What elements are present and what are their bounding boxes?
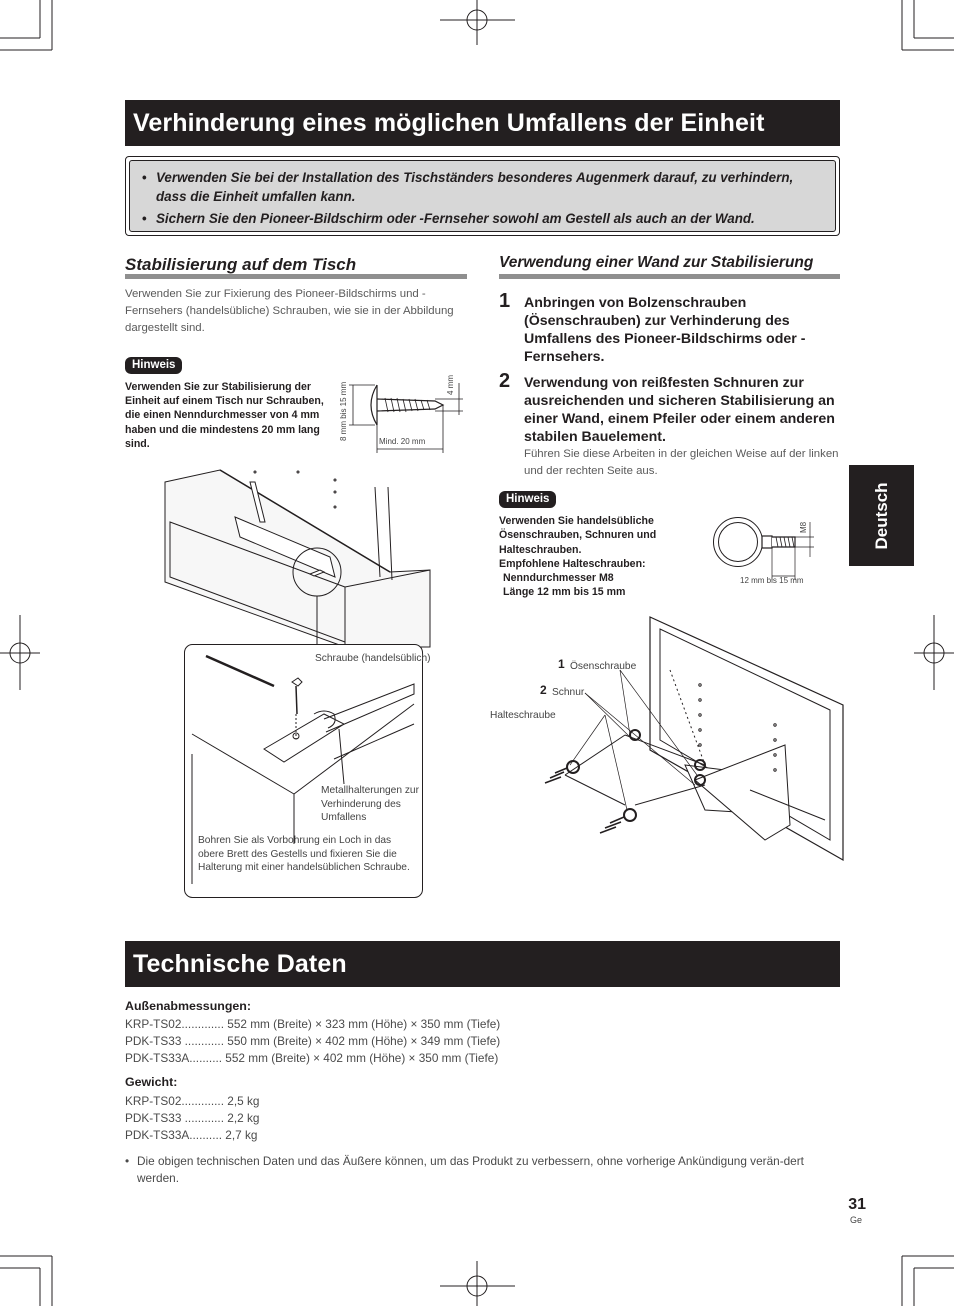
table-intro: Verwenden Sie zur Fixierung des Pioneer-Bildschirms und -Fernsehers (handelsübliche) Schrauben, wie sie in der Abbildung dargestellt sind. (125, 288, 454, 334)
callout-instruction: Bohren Sie als Vorbohrung ein Loch in das obere Brett des Gestells und fixieren Sie die Halterung mit einer handelsüblichen Schraube. (198, 835, 410, 873)
weight-row: PDK-TS33 ............ 2,2 kg (125, 1111, 260, 1125)
hinweis-text-eyebolts (499, 514, 684, 600)
page-lang-code: Ge (849, 1215, 862, 1225)
weight-heading: Gewicht: (125, 1075, 178, 1089)
screw-diameter-dim: 4 mm (446, 375, 455, 395)
hinweis-badge: Hinweis (499, 491, 556, 508)
stand-illustration (160, 462, 460, 652)
label-eyebolt: Ösenschraube (570, 661, 637, 672)
language-tab (849, 465, 914, 566)
callout-bracket-label: Metallhalterungen zur Verhinderung des Umfallens (321, 785, 419, 823)
screw-dimension-diagram (335, 365, 465, 455)
spec-footnote: • Die obigen technischen Daten und das Äußere können, um das Produkt zu verbessern, ohne vorherige Ankündigung verän-dert werden. (125, 1154, 804, 1185)
dimension-row: PDK-TS33A.......... 552 mm (Breite) × 402 mm (Höhe) × 350 mm (Tiefe) (125, 1051, 499, 1065)
section-title-fall-prevention: Verhinderung eines möglichen Umfallens der Einheit (125, 100, 840, 146)
weight-row: PDK-TS33A.......... 2,7 kg (125, 1128, 258, 1142)
callout-screw-label: Schraube (handelsüblich) (315, 653, 431, 664)
notice-item: • Sichern Sie den Pioneer-Bildschirm oder -Fernseher sowohl am Gestell als auch an der Wand. (142, 211, 755, 226)
eyebolt-thread-dim: M8 (799, 521, 808, 533)
eyebolt-dimension-diagram (710, 512, 830, 587)
label-holder-screw: Halteschraube (490, 710, 556, 721)
heading-rule (125, 274, 467, 279)
heading-wall-stabilization: Verwendung einer Wand zur Stabilisierung (499, 254, 814, 271)
dimension-row: KRP-TS02............. 552 mm (Breite) × 323 mm (Höhe) × 350 mm (Tiefe) (125, 1017, 501, 1031)
page-number: 31 (848, 1196, 866, 1213)
label-num-1: 1 (558, 657, 565, 671)
step-note: Führen Sie diese Arbeiten in der gleichen Weise auf der linken und der rechten Seite aus. (524, 448, 839, 477)
hinweis-line: Empfohlene Halteschrauben: (499, 557, 646, 570)
step-number: 1 (499, 290, 511, 312)
screw-length-dim: Mind. 20 mm (379, 437, 426, 446)
notice-text: Verwenden Sie bei der Installation des Tischständers besonderes Augenmerk darauf, zu verhindern, dass die Einheit umfallen kann. (156, 170, 794, 204)
eyebolt-length-dim: 12 mm bis 15 mm (740, 576, 804, 585)
notice-text: Sichern Sie den Pioneer-Bildschirm oder -Fernseher sowohl am Gestell als auch an der Wand. (156, 211, 755, 226)
dimension-row: PDK-TS33 ............ 550 mm (Breite) × 402 mm (Höhe) × 349 mm (Tiefe) (125, 1034, 501, 1048)
notice-box (125, 156, 840, 236)
hinweis-badge: Hinweis (125, 357, 182, 374)
wall-mount-illustration (525, 615, 845, 860)
heading-rule (499, 274, 840, 279)
notice-item: • Verwenden Sie bei der Installation des Tischständers besonderes Augenmerk darauf, zu verhindern, dass die Einheit umfallen kann. (142, 170, 794, 204)
section-title-specs: Technische Daten (125, 941, 840, 987)
hinweis-line: Nenndurchmesser M8 (503, 572, 614, 585)
heading-table-stabilization: Stabilisierung auf dem Tisch (125, 255, 357, 274)
step-text: Anbringen von Bolzenschrauben (Ösenschrauben) zur Verhinderung des Umfallens des Pioneer-Bildschirms oder -Fernsehers. (524, 295, 806, 365)
label-num-2: 2 (540, 683, 547, 697)
spec-footnote-text: Die obigen technischen Daten und das Äußere können, um das Produkt zu verbessern, ohne vorherige Ankündigung verän-dert werden. (137, 1154, 804, 1185)
weight-row: KRP-TS02............. 2,5 kg (125, 1094, 260, 1108)
screw-head-dim: 8 mm bis 15 mm (339, 381, 348, 441)
step-number: 2 (499, 370, 511, 392)
language-tab-label: Deutsch (871, 481, 891, 550)
hinweis-text-screws: Verwenden Sie zur Stabilisierung der Einheit auf einem Tisch nur Schrauben, die einen Nenndurchmesser von 4 mm haben und die mindestens 20 mm lang sind. (125, 381, 324, 450)
dimensions-heading: Außenabmessungen: (125, 999, 251, 1013)
label-cord: Schnur (552, 687, 585, 698)
hinweis-line: Länge 12 mm bis 15 mm (503, 586, 626, 599)
step-text: Verwendung von reißfesten Schnuren zur ausreichenden und sicheren Stabilisierung an einer Wand, einem Pfeiler oder einem anderen stabilen Bauelement. (524, 375, 835, 445)
hinweis-line: Verwenden Sie handelsübliche Ösenschrauben, Schnuren und Halteschrauben. (499, 515, 657, 556)
